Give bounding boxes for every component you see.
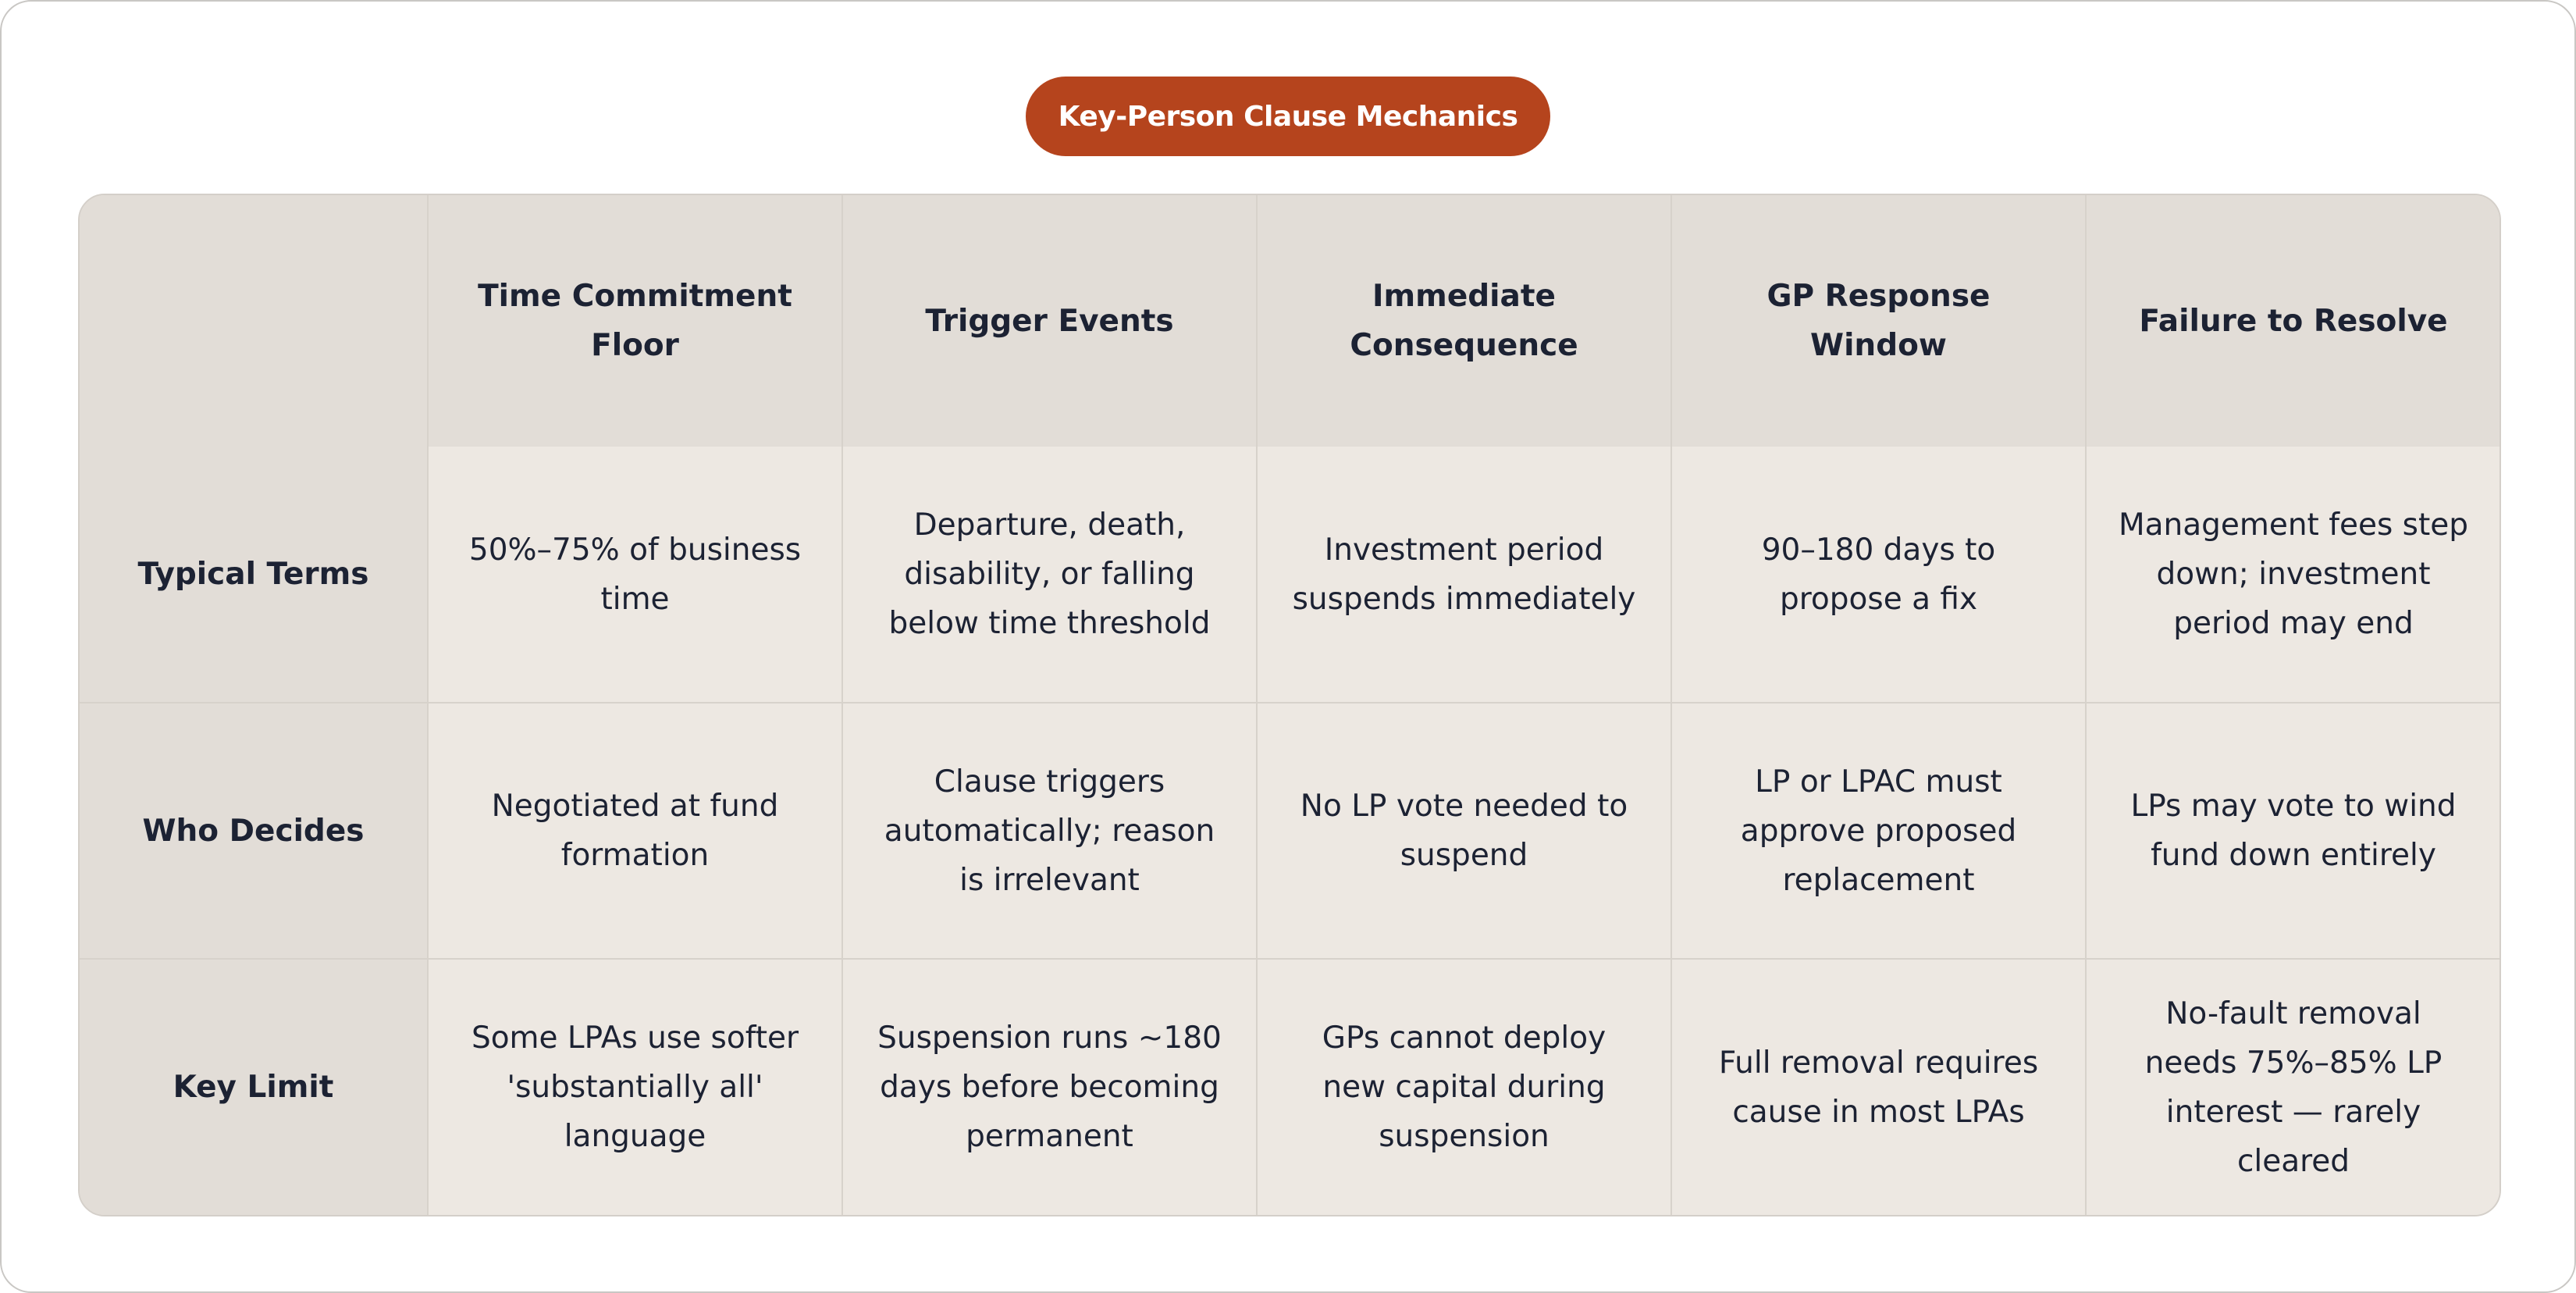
table-cell: LPs may vote to wind fund down entirely [2086,703,2500,959]
table-cell: GPs cannot deploy new capital during suspension [1257,959,1671,1215]
table-row [80,959,2500,1215]
column-header: GP Response Window [1671,195,2086,447]
table-cell: 90–180 days to propose a fix [1671,447,2086,703]
table-cell: Investment period suspends immediately [1257,447,1671,703]
row-header: Who Decides [80,703,428,959]
table-cell: Clause triggers automatically; reason is irrelevant [842,703,1257,959]
table-row [80,447,2500,703]
row-header: Key Limit [80,959,428,1215]
table-cell: LP or LPAC must approve proposed replacement [1671,703,2086,959]
table-cell: Some LPAs use softer 'substantially all' language [428,959,842,1215]
table-cell: Negotiated at fund formation [428,703,842,959]
row-header: Typical Terms [80,447,428,703]
comparison-table [78,194,2501,1216]
column-header: Time Commitment Floor [428,195,842,447]
table-grid [80,195,2500,1215]
column-header: Immediate Consequence [1257,195,1671,447]
table-cell: No-fault removal needs 75%–85% LP interest — rarely cleared [2086,959,2500,1215]
header-row [80,195,2500,447]
column-header: Failure to Resolve [2086,195,2500,447]
table-row [80,703,2500,959]
table-cell: Departure, death, disability, or falling below time threshold [842,447,1257,703]
table-cell: Full removal requires cause in most LPAs [1671,959,2086,1215]
column-header: Trigger Events [842,195,1257,447]
table-cell: 50%–75% of business time [428,447,842,703]
table-cell: No LP vote needed to suspend [1257,703,1671,959]
corner-cell [80,195,428,447]
page-title: Key-Person Clause Mechanics [1026,77,1550,156]
table-cell: Suspension runs ~180 days before becoming permanent [842,959,1257,1215]
table-cell: Management fees step down; investment period may end [2086,447,2500,703]
